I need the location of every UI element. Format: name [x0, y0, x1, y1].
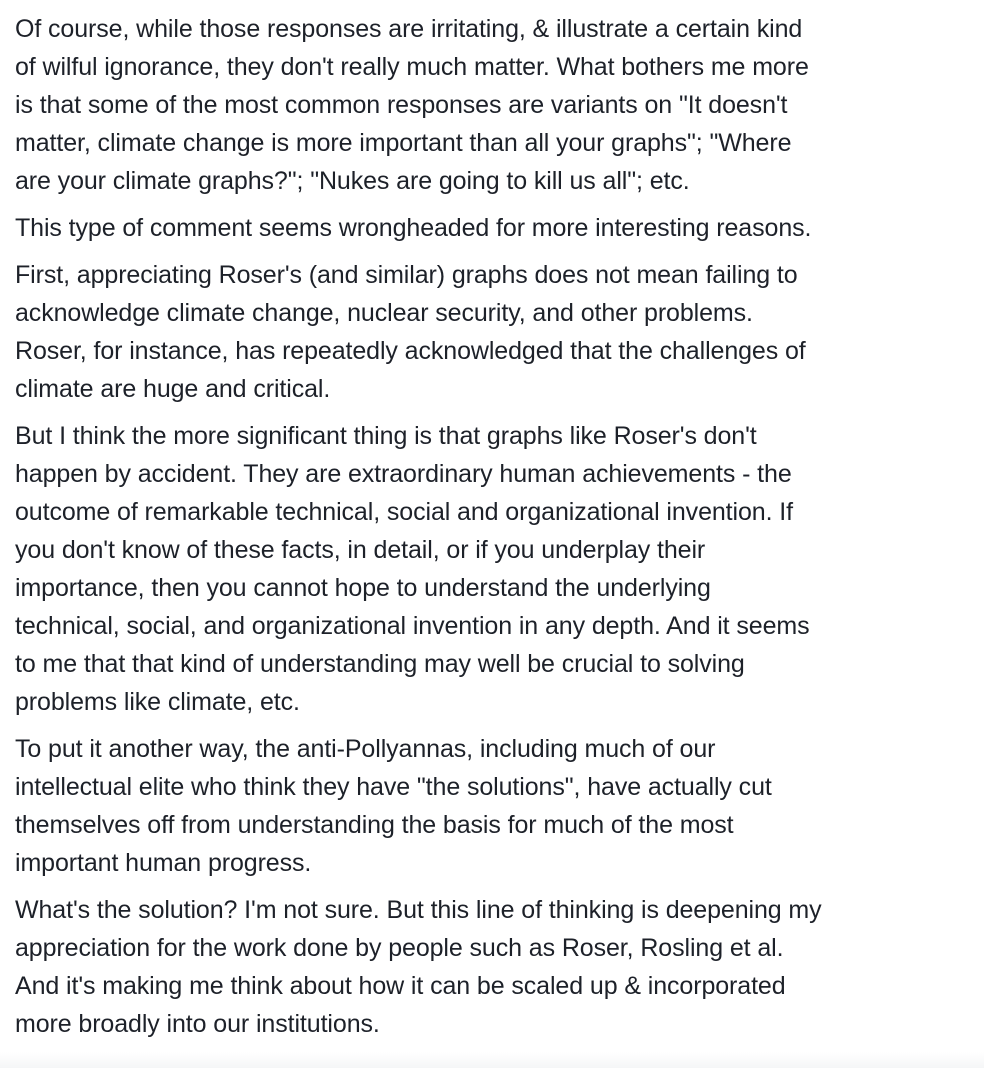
- text-line: of wilful ignorance, they don't really much matter. What bothers me more: [15, 53, 809, 81]
- text-line: matter, climate change is more important than all your graphs"; "Where: [15, 129, 792, 157]
- text-line: To put it another way, the anti-Pollyannas, including much of our: [15, 735, 716, 763]
- paragraph: [15, 417, 980, 721]
- text-line: themselves off from understanding the basis for much of the most: [15, 811, 734, 839]
- bottom-edge: [0, 1052, 984, 1068]
- text-line: What's the solution? I'm not sure. But this line of thinking is deepening my: [15, 896, 822, 924]
- paragraph: [15, 730, 980, 882]
- text-line: First, appreciating Roser's (and similar) graphs does not mean failing to: [15, 261, 798, 289]
- text-line: importance, then you cannot hope to understand the underlying: [15, 574, 711, 602]
- paragraph: [15, 10, 980, 200]
- text-line: important human progress.: [15, 849, 312, 877]
- text-line: This type of comment seems wrongheaded for more interesting reasons.: [15, 214, 812, 242]
- text-line: And it's making me think about how it can be scaled up & incorporated: [15, 972, 786, 1000]
- text-line: outcome of remarkable technical, social and organizational invention. If: [15, 498, 793, 526]
- text-line: appreciation for the work done by people such as Roser, Rosling et al.: [15, 934, 784, 962]
- paragraph: [15, 891, 980, 1043]
- text-line: you don't know of these facts, in detail, or if you underplay their: [15, 536, 706, 564]
- paragraph: [15, 209, 980, 247]
- text-line: happen by accident. They are extraordinary human achievements - the: [15, 460, 792, 488]
- text-line: to me that that kind of understanding may well be crucial to solving: [15, 650, 745, 678]
- text-line: technical, social, and organizational invention in any depth. And it seems: [15, 612, 810, 640]
- paragraph: [15, 256, 980, 408]
- text-line: Roser, for instance, has repeatedly acknowledged that the challenges of: [15, 337, 806, 365]
- text-line: are your climate graphs?"; "Nukes are going to kill us all"; etc.: [15, 167, 690, 195]
- text-line: intellectual elite who think they have "the solutions", have actually cut: [15, 773, 772, 801]
- post-text: [15, 10, 980, 1052]
- text-line: problems like climate, etc.: [15, 688, 300, 716]
- text-line: But I think the more significant thing is that graphs like Roser's don't: [15, 422, 757, 450]
- text-line: climate are huge and critical.: [15, 375, 331, 403]
- text-line: more broadly into our institutions.: [15, 1010, 380, 1038]
- text-line: is that some of the most common responses are variants on "It doesn't: [15, 91, 788, 119]
- text-line: acknowledge climate change, nuclear security, and other problems.: [15, 299, 753, 327]
- text-line: Of course, while those responses are irritating, & illustrate a certain kind: [15, 15, 803, 43]
